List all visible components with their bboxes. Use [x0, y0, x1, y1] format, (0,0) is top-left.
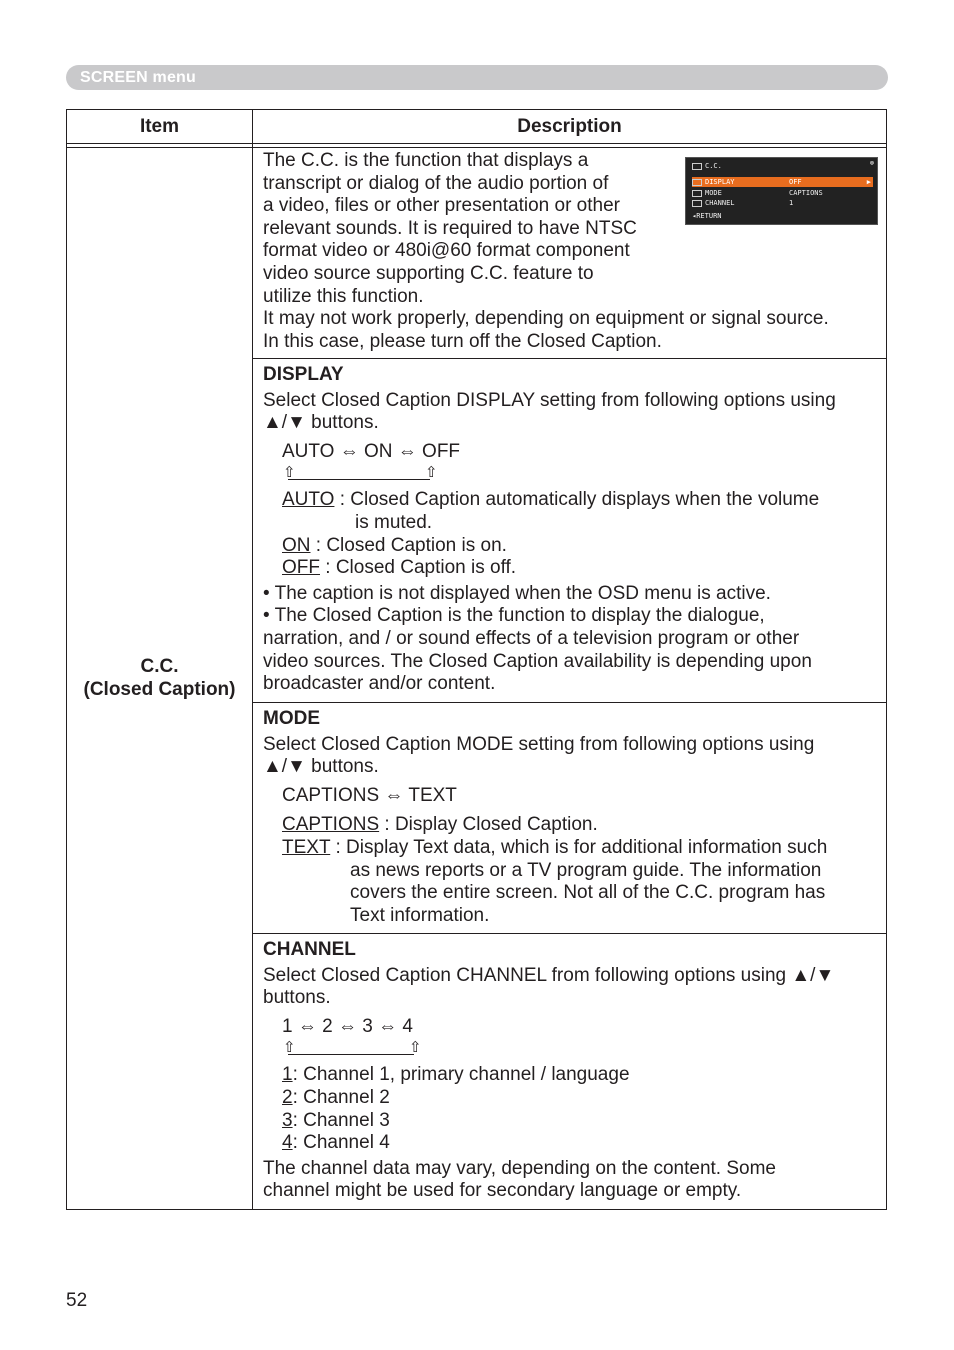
display-section: DISPLAY Select Closed Caption DISPLAY setting from following options using ▲/▼ buttons. AUTO ⇔ ON ⇔ OFF ⇧ ⇧ AUTO : Closed Caption automatically displays when the volume is muted. ON : Closed Caption is on. OFF : Closed Caption is off. • The caption is not displayed when the OSD menu is active. • The Closed Caption is the function to display the dialogue, narration, and / or sound effects of a television program or other video sources. The Closed Caption availability is depending upon broadcaster and/or content. — [263, 364, 878, 696]
channel-options — [263, 1064, 878, 1154]
return-icon: ◂ — [692, 212, 697, 220]
channel-cycle: 1 ⇔ 2 ⇔ 3 ⇔ 4 — [282, 1015, 413, 1037]
cc-icon — [692, 163, 702, 170]
header-divider-2 — [67, 147, 886, 148]
osd-row-return: ◂RETURN — [692, 212, 722, 220]
channel-section: CHANNEL Select Closed Caption CHANNEL from following options using ▲/▼ buttons. 1 ⇔ 2 ⇔ 3 ⇔ 4 ⇧ ⇧ 1: Channel 1, primary channel / language 2: Channel 2 3: Channel 3 4: Channel 4 The channel data may vary, depending on the content. Some channel might be used for secondary language or empty. — [263, 939, 878, 1203]
option-channel-3: 3: Channel 3 — [282, 1109, 390, 1131]
osd-close-icon: ⊗ — [869, 159, 874, 167]
option-channel-2: 2: Channel 2 — [282, 1086, 390, 1108]
loop-up-arrow-icon: ⇧ — [283, 464, 296, 482]
mode-heading: MODE — [263, 708, 320, 729]
mode-cycle: CAPTIONS ⇔ TEXT — [282, 784, 457, 806]
channel-heading: CHANNEL — [263, 939, 356, 960]
option-channel-1: 1: Channel 1, primary channel / language — [282, 1064, 630, 1086]
cycle-loop-arrow — [283, 464, 878, 484]
row-divider-channel — [253, 933, 886, 934]
page-number: 52 — [66, 1290, 88, 1311]
channel-icon — [692, 200, 702, 207]
row-divider-display — [253, 358, 886, 359]
header-divider-1 — [67, 143, 886, 144]
column-header-description: Description — [517, 116, 622, 137]
row-divider-mode — [253, 702, 886, 703]
option-channel-4: 4: Channel 4 — [282, 1132, 390, 1154]
mode-options — [263, 814, 878, 927]
column-header-item: Item — [139, 116, 180, 137]
osd-menu-screenshot — [685, 157, 878, 225]
settings-table — [66, 109, 887, 1210]
osd-row-mode: MODE CAPTIONS — [692, 188, 873, 198]
osd-title-row: C.C. — [692, 161, 873, 171]
display-notes: • The caption is not displayed when the OSD menu is active. • The Closed Caption is the function to display the dialogue, narration, and / or sound effects of a television program or other video sources. The Closed Caption availability is depending upon broadcaster and/or content. — [263, 582, 812, 695]
loop-up-arrow-icon: ⇧ — [425, 464, 438, 482]
option-off: OFF : Closed Caption is off. — [282, 557, 517, 579]
section-title: SCREEN menu — [80, 69, 196, 86]
display-icon — [692, 179, 702, 186]
osd-row-channel: CHANNEL 1 — [692, 198, 873, 208]
display-options — [263, 489, 878, 579]
intro-text: The C.C. is the function that displays a transcript or dialog of the audio portion of a video, files or other presentation or other relevant sounds. It is required to have NTSC format video or 480i@60 format component video source supporting C.C. feature to utilize this function. It may not work properly, depending on equipment or signal source. In this case, please turn off the Closed Caption. — [263, 150, 829, 352]
loop-up-arrow-icon: ⇧ — [283, 1039, 296, 1057]
osd-right-arrow-icon: ▶ — [866, 178, 871, 186]
mode-section: MODE Select Closed Caption MODE setting from following options using ▲/▼ buttons. CAPTIONS ⇔ TEXT CAPTIONS : Display Closed Caption. TEXT : Display Text data, which is for additional information such as news reports or a TV program guide. The information covers the entire screen. Not all of the C.C. program has Text information. — [263, 708, 878, 927]
display-heading: DISPLAY — [263, 364, 344, 385]
mode-icon — [692, 190, 702, 197]
cycle-loop-arrow — [283, 1039, 878, 1059]
item-label: C.C. (Closed Caption) — [83, 656, 236, 700]
section-header-bar — [66, 65, 888, 90]
option-auto: AUTO : Closed Caption automatically displays when the volume is muted. — [282, 489, 820, 533]
column-divider — [252, 110, 253, 1209]
loop-up-arrow-icon: ⇧ — [409, 1039, 422, 1057]
option-captions: CAPTIONS : Display Closed Caption. — [282, 814, 598, 836]
option-on: ON : Closed Caption is on. — [282, 534, 507, 556]
osd-row-display: DISPLAY OFF ▶ — [692, 177, 873, 187]
display-cycle: AUTO ⇔ ON ⇔ OFF — [282, 440, 461, 462]
option-text: TEXT : Display Text data, which is for additional information such as news reports or a TV program guide. The information covers the entire screen. Not all of the C.C. program has Text information. — [282, 836, 828, 926]
